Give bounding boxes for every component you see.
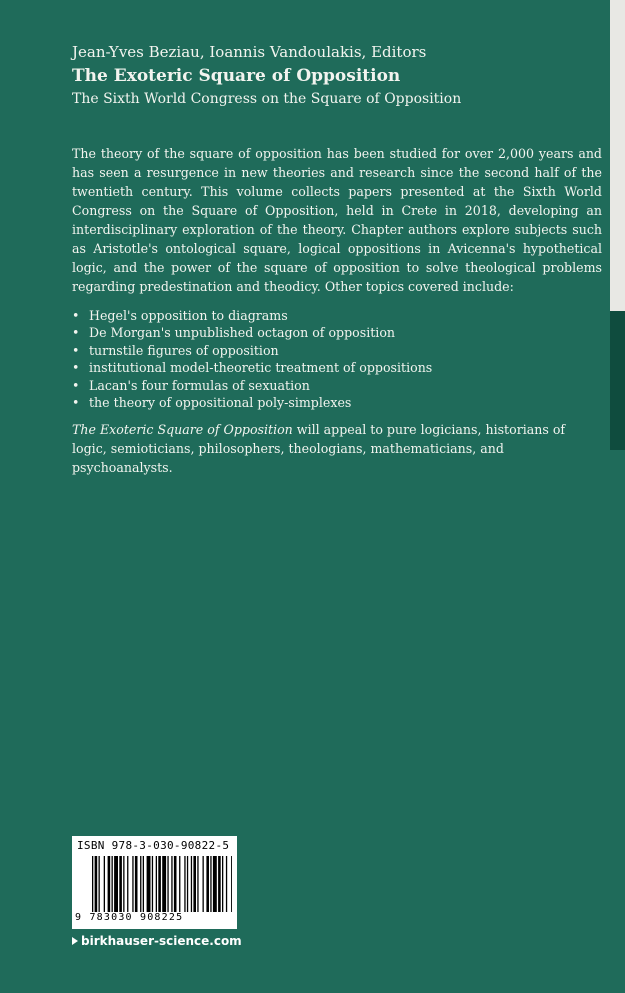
- spine-strip-light: [610, 0, 625, 311]
- barcode-bar: [158, 856, 161, 912]
- topic-text: Hegel's opposition to diagrams: [89, 308, 288, 323]
- barcode-bar: [162, 856, 166, 912]
- bullet-icon: •: [72, 377, 80, 393]
- barcode-bar: [203, 856, 204, 912]
- barcode-bar: [167, 856, 168, 912]
- closing-title: The Exoteric Square of Opposition: [72, 422, 293, 438]
- barcode-bar: [147, 856, 151, 912]
- barcode-bar: [174, 856, 177, 912]
- barcode-bar: [206, 856, 209, 912]
- barcode-bar: [123, 856, 124, 912]
- barcode-bar: [226, 856, 227, 912]
- barcode-bar: [218, 856, 221, 912]
- barcode-bar: [104, 856, 105, 912]
- topics-list: [72, 307, 602, 411]
- list-item: [72, 394, 602, 411]
- topic-text: Lacan's four formulas of sexuation: [89, 377, 310, 393]
- publisher-website[interactable]: [72, 934, 242, 948]
- list-item: [72, 359, 602, 376]
- list-item: [72, 324, 602, 341]
- barcode-bar: [135, 856, 138, 912]
- spine-strip-dark: [610, 311, 625, 450]
- barcode-bar: [197, 856, 198, 912]
- topic-text: turnstile figures of opposition: [89, 342, 279, 358]
- editors-line: Jean-Yves Beziau, Ioannis Vandoulakis, Editors: [72, 43, 427, 61]
- barcode-bar: [92, 856, 93, 912]
- book-title: The Exoteric Square of Opposition: [72, 66, 401, 86]
- barcode-bar: [140, 856, 141, 912]
- barcode-bar: [108, 856, 111, 912]
- spine-strip-bottom: [610, 450, 625, 993]
- bullet-icon: •: [72, 395, 80, 411]
- isbn-text: ISBN 978-3-030-90822-5: [77, 839, 230, 852]
- closing-paragraph: [72, 420, 602, 477]
- barcode-bar: [222, 856, 223, 912]
- barcode-bar: [210, 856, 211, 912]
- bullet-icon: •: [72, 360, 80, 376]
- barcode-bar: [143, 856, 144, 912]
- barcode-bars-icon: [92, 856, 232, 916]
- bullet-icon: •: [72, 325, 80, 341]
- barcode-bar: [193, 856, 196, 912]
- barcode-bar: [95, 856, 98, 912]
- barcode-bar: [132, 856, 133, 912]
- barcode-bar: [184, 856, 185, 912]
- website-text[interactable]: birkhauser-science.com: [81, 934, 242, 948]
- topic-text: De Morgan's unpublished octagon of opposition: [89, 325, 396, 341]
- barcode-bar: [156, 856, 157, 912]
- barcode-bar: [112, 856, 113, 912]
- barcode-bar: [119, 856, 122, 912]
- barcode-bar: [187, 856, 188, 912]
- barcode-bar: [213, 856, 217, 912]
- arrow-right-icon: [72, 937, 78, 945]
- barcode-bar: [231, 856, 232, 912]
- list-item: [72, 342, 602, 359]
- description: The theory of the square of opposition has been studied for over 2,000 years and has seen a resurgence in new theories and research since the second half of the twentieth century. This volume collects papers presented at the Sixth World Congress on the Square of Opposition, held in Crete in 2018, developing an interdisciplinary exploration of the theory. Chapter authors explore subjects such as Aristotle's ontological square, logical oppositions in Avicenna's hypothetical logic, and the power of the square of opposition to solve theological problems regarding predestination and theodicy. Other topics covered include:: [72, 146, 602, 294]
- topic-text: the theory of oppositional poly-simplexes: [89, 395, 352, 411]
- isbn-barcode: [72, 836, 237, 929]
- topic-text: institutional model-theoretic treatment of oppositions: [89, 360, 433, 376]
- bullet-icon: •: [72, 308, 80, 323]
- back-cover-text: [72, 42, 602, 477]
- barcode-bar: [114, 856, 118, 912]
- barcode-digits: 9 783030 908225: [75, 912, 184, 923]
- bullet-icon: •: [72, 342, 80, 358]
- book-subtitle: The Sixth World Congress on the Square of Opposition: [72, 91, 462, 107]
- list-item: [72, 307, 602, 324]
- barcode-bar: [171, 856, 172, 912]
- list-item: [72, 377, 602, 394]
- barcode-bar: [191, 856, 192, 912]
- barcode-bar: [127, 856, 128, 912]
- closing-text: will appeal to pure logicians, historians of logic, semioticians, philosophers, theologians, mathematicians, and psychoanalysts.: [72, 422, 566, 476]
- barcode-bar: [99, 856, 100, 912]
- barcode-bar: [152, 856, 153, 912]
- barcode-bar: [179, 856, 180, 912]
